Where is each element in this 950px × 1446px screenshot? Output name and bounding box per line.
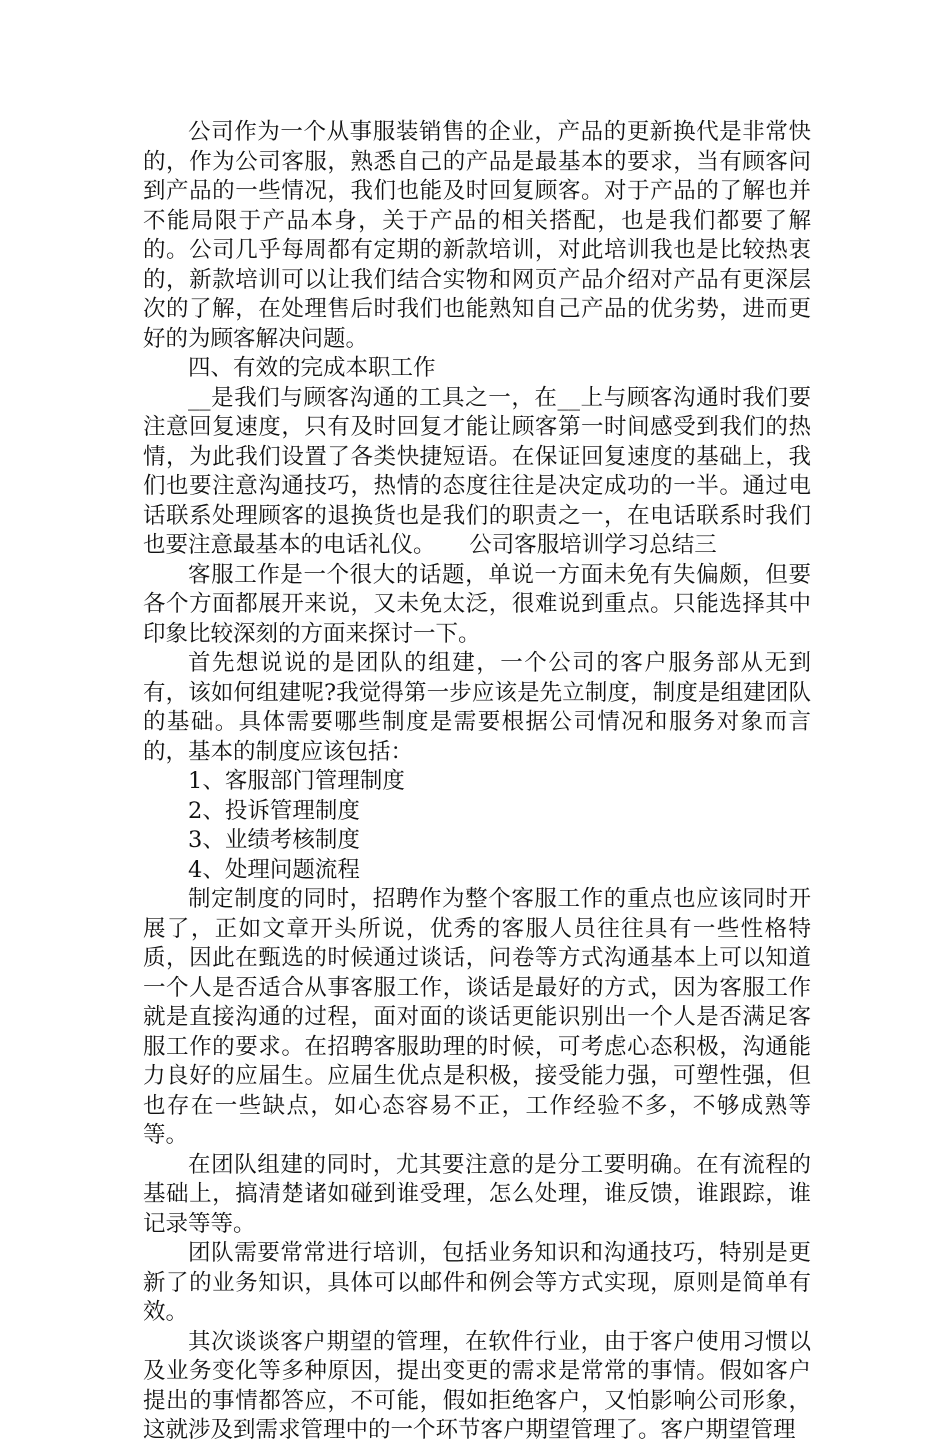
paragraph-team-building: 首先想说说的是团队的组建，一个公司的客户服务部从无到有，该如何组建呢?我觉得第一步应该是先立制度，制度是组建团队的基础。具体需要哪些制度是需要根据公司情况和服务对象而言的，基本的制度应该包括： (143, 650, 811, 765)
paragraph-expectation-management: 其次谈谈客户期望的管理，在软件行业，由于客户使用习惯以及业务变化等多种原因，提出变更的需求是常常的事情。假如客户提出的事情都答应，不可能，假如拒绝客户，又怕影响公司形象，这就涉及到需求管理中的一个环节客户期望管理了。客户期望管理 (143, 1328, 811, 1443)
paragraph-product-knowledge: 公司作为一个从事服装销售的企业，产品的更新换代是非常快的，作为公司客服，熟悉自己的产品是最基本的要求，当有顾客问到产品的一些情况，我们也能及时回复顾客。对于产品的了解也并不能局限于产品本身，关于产品的相关搭配，也是我们都要了解的。公司几乎每周都有定期的新款培训，对此培训我也是比较热衷的，新款培训可以让我们结合实物和网页产品介绍对产品有更深层次的了解，在处理售后时我们也能熟知自己产品的优劣势，进而更好的为顾客解决问题。 (143, 119, 811, 352)
paragraph-recruitment: 制定制度的同时，招聘作为整个客服工作的重点也应该同时开展了，正如文章开头所说，优秀的客服人员往往具有一些性格特质，因此在甄选的时候通过谈话，问卷等方式沟通基本上可以知道一个人是否适合从事客服工作，谈话是最好的方式，因为客服工作就是直接沟通的过程，面对面的谈话更能识别出一个人是否满足客服工作的要求。在招聘客服助理的时候，可考虑心态积极，沟通能力良好的应届生。应届生优点是积极，接受能力强，可塑性强，但也存在一些缺点，如心态容易不正，工作经验不多，不够成熟等等。 (143, 886, 811, 1148)
section-heading-duties: 四、有效的完成本职工作 (188, 355, 436, 381)
paragraph-service-topic: 客服工作是一个很大的话题，单说一方面未免有失偏颇，但要各个方面都展开来说，又未免太泛，很难说到重点。只能选择其中印象比较深刻的方面来探讨一下。 (143, 561, 811, 647)
list-item-system-4: 4、处理问题流程 (188, 856, 360, 883)
document-body (143, 118, 811, 1446)
paragraph-communication: __是我们与顾客沟通的工具之一，在__上与顾客沟通时我们要注意回复速度，只有及时回复才能让顾客第一时间感受到我们的热情，为此我们设置了各类快捷短语。在保证回复速度的基础上，我们也要注意沟通技巧，热情的态度往往是决定成功的一半。通过电话联系处理顾客的退换货也是我们的职责之一，在电话联系时我们也要注意最基本的电话礼仪。 公司客服培训学习总结三 (143, 384, 811, 558)
list-item-system-3: 3、业绩考核制度 (188, 827, 360, 853)
paragraph-training: 团队需要常常进行培训，包括业务知识和沟通技巧，特别是更新了的业务知识，具体可以邮件和例会等方式实现，原则是简单有效。 (143, 1240, 811, 1325)
paragraph-division-of-labor: 在团队组建的同时，尤其要注意的是分工要明确。在有流程的基础上，搞清楚诸如碰到谁受理，怎么处理，谁反馈，谁跟踪，谁记录等等。 (143, 1151, 811, 1237)
list-item-system-1: 1、客服部门管理制度 (188, 768, 405, 794)
list-item-system-2: 2、投诉管理制度 (188, 797, 360, 824)
